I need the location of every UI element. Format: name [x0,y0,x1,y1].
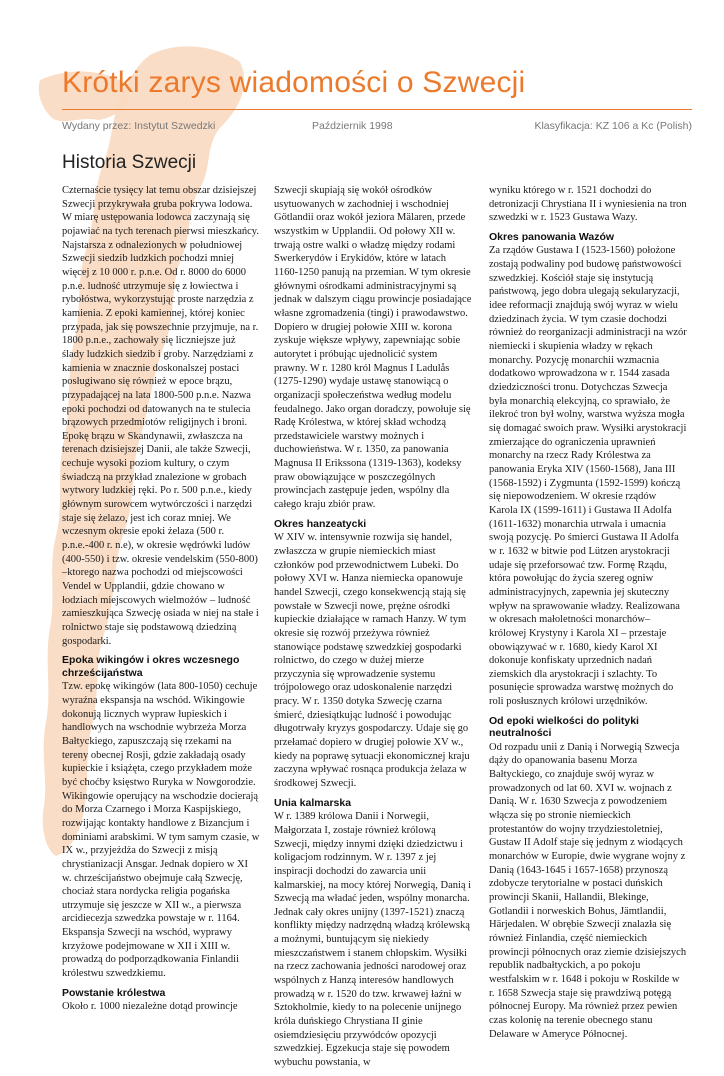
paragraph-kalmar-continued: wyniku którego w r. 1521 dochodzi do detronizacji Chrystiana II i wyniesienia na tron szwedzki w r. 1523 Gustawa Wazy. [489,185,687,224]
paragraph-kingdom-continued: Szwecji skupiają się wokół ośrodków usytuowanych w zachodniej i wschodniej Götlandii oraz wokół jeziora Mälaren, przede wszystkim w Upplandii. Od połowy XII w. trwają ostre walki o władzę między rodami Swerkerydów i Erykidów, które w latach 1160-1250 panują na przemian. W tym okresie głównymi ośrodkami administracyjnymi są jednak w dalszym ciągu prowincje posiadające własne zgromadzenia (tingi) i prawodawstwo. Dopiero w drugiej połowie XIII w. korona zyskuje większe wpływy, zapewniając sobie autorytet i próbując ujednolicić system prawny. W r. 1280 król Magnus I Ladulås (1275-1290) wydaje ustawę stanowiącą o organizacji społeczeństwa według modelu feudalnego. Jako organ doradczy, powołuje się Radę Królestwa, w której skład wchodzą przedstawiciele warstwy możnych i duchowieństwa. W r. 1350, za panowania Magnusa II Erikssona (1319-1363), kodeksy praw obowiązujące w poszczególnych prowincjach zastępuje jeden, wspólny dla całego kraju zbiór praw. [274,185,472,511]
publisher-text: Wydany przez: Instytut Szwedzki [62,120,216,132]
heading-viking-age: Epoka wikingów i okres wczesnego chrześcijaństwa [62,654,240,679]
text-column-1 [62,184,260,1020]
heading-great-power-era: Od epoki wielkości do polityki neutralności [489,714,639,740]
section-title: Historia Szwecji [62,152,197,173]
text-column-3 [489,184,687,1047]
paragraph-prehistory: Czternaście tysięcy lat temu obszar dzisiejszej Szwecji przykrywała gruba pokrywa lodowa. W miarę ustępowania lodowca zaczynają się pojawiać na tych terenach pierwsi mieszkańcy. Najstarsza z odnalezionych w południowej Szwecji siedzib ludzkich pochodzi mniej więcej z 10 000 r. p.n.e. Od r. 8000 do 6000 p.n.e. ludność utrzymuje się z łowiectwa i rybołóstwa, wykorzystując proste narzędzia z kamienia. Z epoki kamiennej, której koniec przypada, jak się powszechnie przyjmuje, na r. 1800 p.n.e., zachowały się liczniejsze już ślady ludzkich siedzib i groby. Narzędziami z kamienia w znacznie doskonalszej postaci posługiwano się również w epoce brązu, przypadającej na lata 1800-500 p.n.e. Nazwa epoki pochodzi od datowanych na te stulecia brązowych przedmiotów religijnych i broni. Epokę brązu w Skandynawii, zwłaszcza na terenach dzisiejszej Danii, ale także Szwecji, cechuje wysoki poziom kultury, o czym świadczą na przykład znalezione w grobach wytwory ludzkiej ręki. Po r. 500 p.n.e., kiedy głównym surowcem wytwórczości i narzędzi staje się żelazo, jest ich coraz mniej. We wczesnym okresie epoki żelaza (500 r. p.n.e.-400 r. n.e), w okresie wędrówki ludów (400-550) i tzw. okresie vendelskim (550-800) –ktorego nazwa pochodzi od miejscowości Vendel w Upplandii, gdzie chowano w łodziach miejscowych wielmożów – ludność zamieszkująca Szwecję osiada w niej na stałe i rolnictwo staje się podstawową dziedziną gospodarki. [62,185,259,647]
paragraph-vasa-period: Za rządów Gustawa I (1523-1560) położone zostają podwaliny pod budowę państwowości szwedzkiej. Kościół staje się instytucją państwową, jego dobra ulegają sekularyzacji, idee reformacji znajdują swój wyraz w wielu dziedzinach życia. W tym czasie dochodzi również do reorganizacji administracji na wzór niemiecki i skupienia władzy w rękach monarchy. Pozycję monarchii wzmacnia dodatkowo wprowadzona w r. 1544 zasada dziedziczności tronu. Dotychczas Szwecja była monarchią elekcyjną, co sprawiało, że ilekroć tron był wolny, warstwa wyższa mogła się domagać swoich praw. Wysiłki arystokracji zmierzające do ograniczenia uprawnień monarchy na rzecz Rady Królestwa za panowania Eryka XIV (1560-1568), Jana III (1568-1592) i Zygmunta (1592-1599) kończą się niepowodzeniem. W okresie rządów Karola IX (1599-1611) i Gustawa II Adolfa (1611-1632) monarchia utrwala i umacnia swoją pozycję. Po śmierci Gustawa II Adolfa w r. 1632 w bitwie pod Lützen arystokracji udaje się przeforsować tzw. Formę Rządu, która powołując do życia szereg ogniw administracyjnych, zapewnia jej skuteczny wpływ na sprawowanie władzy. Realizowana w okresach małoletności monarchów–królowej Krystyny i Karola XI – przestaje obowiązywać w r. 1680, kiedy Karol XI dokonuje konfiskaty uprzednich nadań ziemskich dla arystokracji i szlachty. To posunięcie sprowadza warstwę możnych do roli posłusznych królowi urzędników. [489,245,687,708]
paragraph-great-power-era: Od rozpadu unii z Danią i Norwegią Szwecja dąży do opanowania basenu Morza Bałtyckiego, co znajduje swój wyraz w prowadzonych od lat 60. XVI w. wojnach z Danią. W r. 1630 Szwecja z powodzeniem włącza się po stronie niemieckich protestantów do wojny trzydziestoletniej, Gustaw II Adolf staje się jednym z wiodących monarchów w Europie, dwie wygrane wojny z Danią (1643-1645 i 1657-1658) przynoszą zdobycze terytorialne w postaci duńskich prowincji Skanii, Hallandii, Blekinge, Gotlandii i norweskich Bohus, Jämtlandii, Härjedalen. W obrębie Szwecji znalazła się również Finlandia, część niemieckich prowincji północnych oraz ziemie dzisiejszych republik nadbałtyckich, a po pokoju westfalskim w r. 1648 i pokoju w Roskilde w r. 1658 Szwecja staje się prawdziwą potęgą północnej Europy. Ma również przez pewien czas kolonię na terenie obecnego stanu Delaware w Ameryce Północnej. [489,741,687,1040]
title-rule [62,109,692,110]
paragraph-kingdom-origin: Około r. 1000 niezależne dotąd prowincje [62,1001,238,1013]
classification-text: Klasyfikacja: KZ 106 a Kc (Polish) [534,120,692,132]
paragraph-kalmar-union: W r. 1389 królowa Danii i Norwegii, Małgorzata I, zostaje również królową Szwecji, między innymi dzięki dziedzictwu i koligacjom rodzinnym. W r. 1397 z jej inspiracji dochodzi do zawarcia unii kalmarskiej, na mocy której Norwegią, Danią i Szwecją ma władać jeden, wspólny monarcha. Jednak cały okres unijny (1397-1521) znaczą konflikty między nadrzędną władzą królewską a możnymi, buntującym się niekiedy mieszczaństwem i stanem chłopskim. Wysiłki na rzecz zachowania jedności narodowej oraz wspólnych z Hanzą interesów handlowych prowadzą w r. 1520 do tzw. krwawej łaźni w Sztokholmie, kiedy to na polecenie unijnego króla duńskiego Chrystiana II ginie osiemdziesięciu przywódców opozycji szwedzkiej. Egzekucja staje się powodem wybuchu powstania, w [274,811,472,1069]
paragraph-viking-age: Tzw. epokę wikingów (lata 800-1050) cechuje wyraźna ekspansja na wschód. Wikingowie dokonują licznych wypraw łupieskich i handlowych na wschodnie wybrzeża Morza Bałtyckiego, zapuszczają się rzekami na tereny obecnej Rosji, gdzie zakładają osady kupieckie i książęta, czego przykładem może być choćby księstwo Ruryka w Nowgorodzie. Wikingowie operujący na wschodzie docierają do Morza Czarnego i Morza Kaspijskiego, rozwijając kontakty handlowe z Bizancjum i dominiami arabskimi. W tym samym czasie, w IX w., przyjeżdża do Szwecji z misją chrystianizacji Ansgar. Jednak dopiero w XI w. chrześcijaństwo obejmuje całą Szwecję, chociaż stara nordycka religia pogańska utrzymuje się jeszcze w XII w., a pierwsza arcidiecezja szwedzka powstaje w r. 1164. Ekspansja Szwecji na wschód, wyprawy krzyżowe podejmowane w XII i XIII w. prowadzą do podporządkowania Finlandii królestwu szwedzkiemu. [62,681,260,980]
heading-kalmar-union: Unia kalmarska [274,796,352,809]
heading-vasa-period: Okres panowania Wazów [489,230,615,243]
text-column-2 [274,184,472,1076]
heading-hanseatic-period: Okres hanzeatycki [274,517,367,530]
heading-kingdom-origin: Powstanie królestwa [62,986,166,999]
date-text: Październik 1998 [312,120,393,132]
page-title: Krótki zarys wiadomości o Szwecji [62,66,526,99]
paragraph-hanseatic-period: W XIV w. intensywnie rozwija się handel, zwłaszcza w grupie niemieckich miast członków pod przewodnictwem Lubeki. Do połowy XVI w. Hanza niemiecka opanowuje handel Szwecji, czego konsekwencją stają się powstałe w Szwecji nowe, prężne ośrodki kupieckie działające w ramach Hanzy. W tym okresie się rozwój przeżywa również stanowiące podstawę szwedzkiej gospodarki rolnictwo, do czego w dużej mierze przyczynia się wprowadzenie systemu trójpolowego oraz udoskonalenie narzędzi pracy. W r. 1350 dotyka Szwecję czarna śmierć, dziesiątkując ludność i powodując długotrwały kryzys gospodarczy. Udaje się go przełamać dopiero w drugiej połowie XV w., kiedy na poprawę sytuacji ekonomicznej kraju zaczyna wpływać rosnąca produkcja żelaza w środkowej Szwecji. [274,532,470,790]
